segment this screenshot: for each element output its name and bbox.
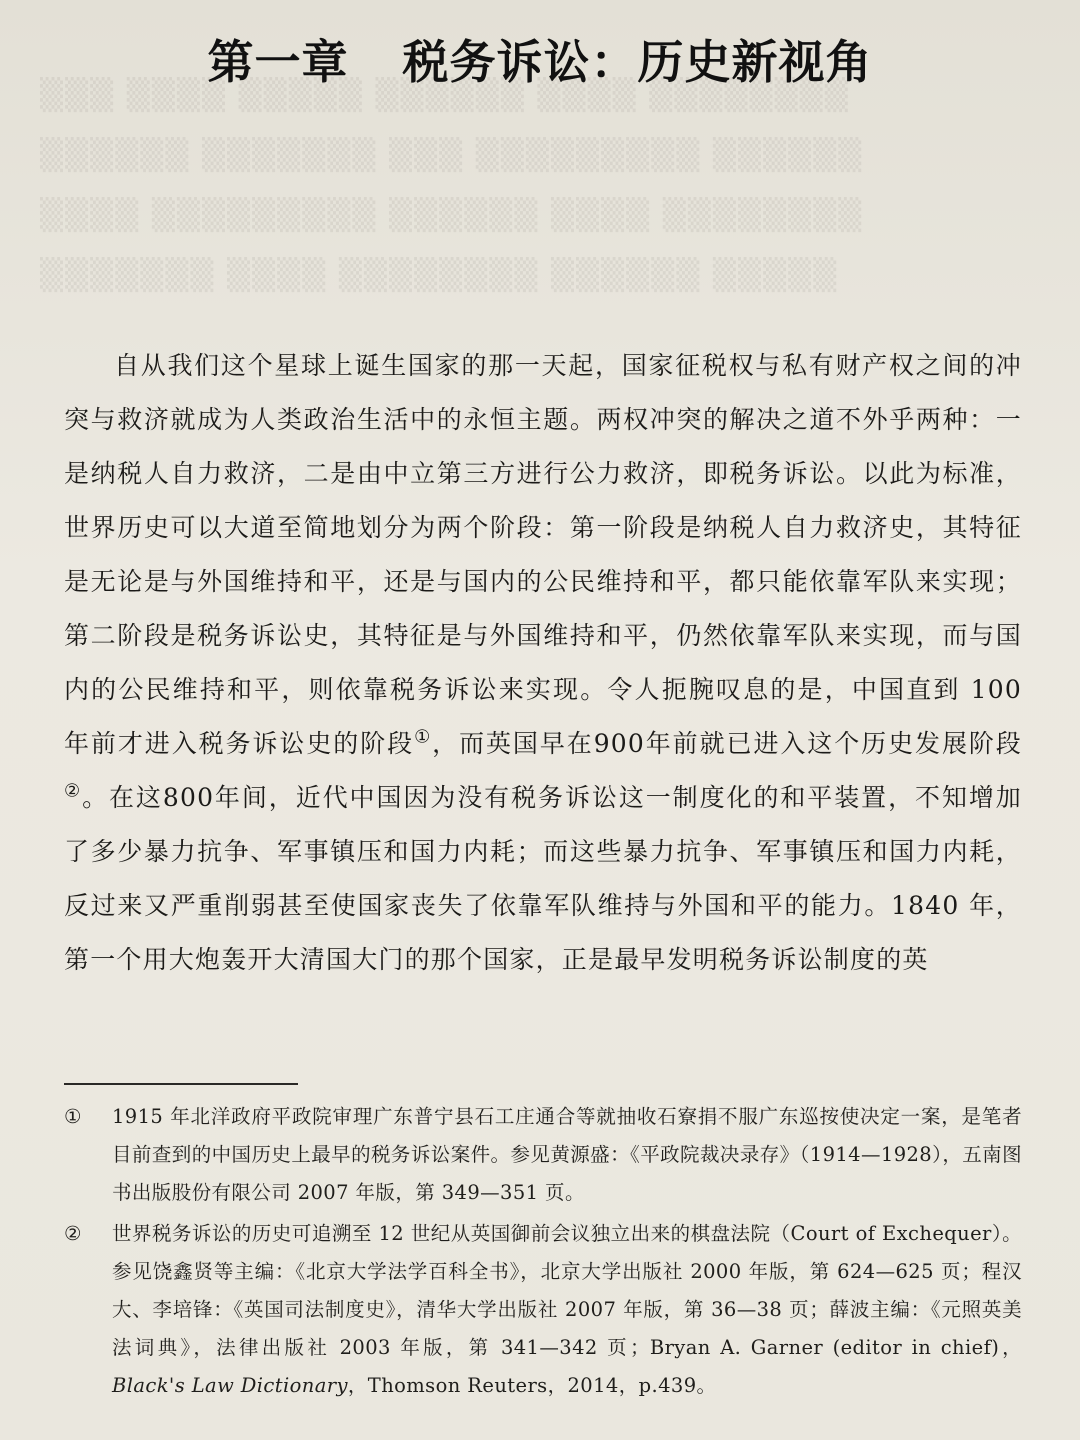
footnote-divider (64, 1083, 298, 1085)
show-through-text: ▒▒▒▒▒▒▒ ▒▒▒▒ ▒▒▒▒▒▒▒▒ ▒▒▒▒▒▒ ▒▒▒▒▒ (40, 258, 839, 293)
footnotes-section (64, 1098, 1022, 1408)
footnote-book-title: Black's Law Dictionary (112, 1374, 348, 1397)
chapter-title-text: 税务诉讼：历史新视角 (402, 35, 873, 89)
footnote-marker-1: ① (64, 1105, 82, 1128)
paragraph-text-part-2: ，而英国早在900年前就已进入这个历史发展阶段 (432, 729, 1023, 758)
footnote-1 (64, 1098, 1022, 1212)
body-paragraph (64, 339, 1022, 987)
show-through-text: ▒▒▒ ▒▒▒▒ ▒▒▒▒▒ ▒▒▒▒▒▒ ▒▒▒▒ ▒▒▒▒▒▒▒▒ (40, 78, 850, 113)
chapter-heading (0, 30, 1080, 94)
footnote-text-2b: ，Thomson Reuters，2014，p.439。 (347, 1374, 717, 1397)
paragraph-text-part-1: 自从我们这个星球上诞生国家的那一天起，国家征税权与私有财产权之间的冲突与救济就成为人类政治生活中的永恒主题。两权冲突的解决之道不外乎两种：一是纳税人自力救济，二是由中立第三方进行公力救济，即税务诉讼。以此为标准，世界历史可以大道至简地划分为两个阶段：第一阶段是纳税人自力救济史，其特征是无论是与外国维持和平，还是与国内的公民维持和平，都只能依靠军队来实现；第二阶段是税务诉讼史，其特征是与外国维持和平，仍然依靠军队来实现，而与国内的公民维持和平，则依靠税务诉讼来实现。令人扼腕叹息的是，中国直到 100 年前才进入税务诉讼史的阶段 (64, 351, 1022, 758)
footnote-text-1: 1915 年北洋政府平政院审理广东普宁县石工庄通合等就抽收石寮捐不服广东巡按使决定一案，是笔者目前查到的中国历史上最早的税务诉讼案件。参见黄源盛：《平政院裁决录存》（1914—1928），五南图书出版股份有限公司 2007 年版，第 349—351 页。 (112, 1105, 1022, 1204)
footnote-2 (64, 1215, 1022, 1405)
footnote-ref-2[interactable]: ② (64, 780, 83, 802)
footnote-text-2a: 世界税务诉讼的历史可追溯至 12 世纪从英国御前会议独立出来的棋盘法院（Court of Exchequer）。参见饶鑫贤等主编：《北京大学法学百科全书》，北京大学出版社 2000 年版，第 624—625 页；程汉大、李培锋：《英国司法制度史》，清华大学出版社 2007 年版，第 36—38 页；薛波主编：《元照英美法词典》，法律出版社 2003 年版，第 341—342 页；Bryan A. Garner (editor in chief)， (112, 1222, 1022, 1359)
show-through-text: ▒▒▒▒▒▒ ▒▒▒▒▒▒▒ ▒▒▒ ▒▒▒▒▒▒▒▒▒ ▒▒▒▒▒▒ (40, 138, 864, 173)
chapter-number: 第一章 (207, 35, 349, 89)
show-through-text: ▒▒▒▒ ▒▒▒▒▒▒▒▒▒ ▒▒▒▒▒▒ ▒▒▒▒ ▒▒▒▒▒▒▒▒ (40, 198, 864, 233)
footnote-marker-2: ② (64, 1222, 82, 1245)
paragraph-text-part-3: 。在这800年间，近代中国因为没有税务诉讼这一制度化的和平装置，不知增加了多少暴力抗争、军事镇压和国力内耗；而这些暴力抗争、军事镇压和国力内耗，反过来又严重削弱甚至使国家丧失了依靠军队维持与外国和平的能力。1840 年，第一个用大炮轰开大清国大门的那个国家，正是最早发明税务诉讼制度的英 (64, 783, 1023, 974)
footnote-ref-1[interactable]: ① (414, 726, 433, 748)
